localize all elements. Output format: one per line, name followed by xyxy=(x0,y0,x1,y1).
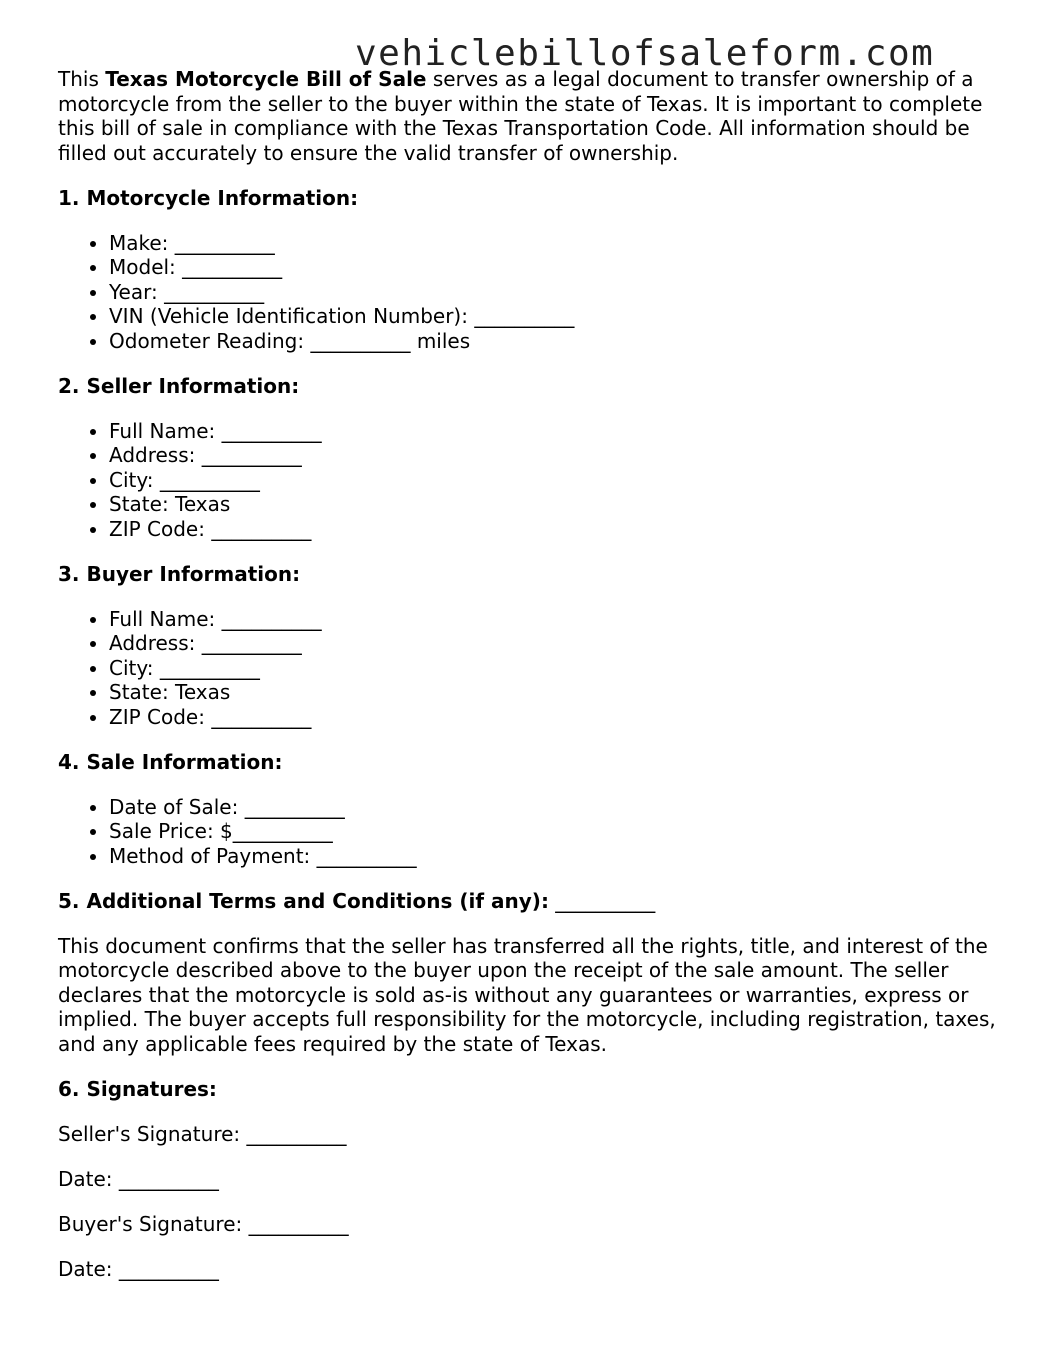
list-item-buyer-name: • Full Name: __________ xyxy=(109,607,998,632)
sale-info-heading: 4. Sale Information: xyxy=(58,749,283,774)
list-item-seller-zip: • ZIP Code: __________ xyxy=(109,517,998,542)
list-item-payment-method: • Method of Payment: __________ xyxy=(109,844,998,869)
list-item-seller-address: • Address: __________ xyxy=(109,443,998,468)
motorcycle-info-list xyxy=(58,231,998,354)
list-item-seller-name: • Full Name: __________ xyxy=(109,419,998,444)
sale-info-list xyxy=(58,795,998,869)
buyer-info-list xyxy=(58,607,998,730)
list-item-seller-city: • City: __________ xyxy=(109,468,998,493)
list-item-buyer-address: • Address: __________ xyxy=(109,631,998,656)
document-body xyxy=(58,67,998,1302)
seller-info-list xyxy=(58,419,998,542)
list-item-sale-price: • Sale Price: $__________ xyxy=(109,819,998,844)
intro-title: Texas Motorcycle Bill of Sale xyxy=(105,67,427,91)
list-item-vin: • VIN (Vehicle Identification Number): __________ xyxy=(109,304,998,329)
buyer-date-line: Date: __________ xyxy=(58,1256,219,1281)
buyer-info-heading: 3. Buyer Information: xyxy=(58,561,301,586)
motorcycle-info-heading: 1. Motorcycle Information: xyxy=(58,185,359,210)
seller-date-line: Date: __________ xyxy=(58,1166,219,1191)
seller-signature-line: Seller's Signature: __________ xyxy=(58,1121,347,1146)
terms-heading xyxy=(58,889,998,914)
list-item-date-of-sale: • Date of Sale: __________ xyxy=(109,795,998,820)
intro-paragraph xyxy=(58,67,998,165)
list-item-model: • Model: __________ xyxy=(109,255,998,280)
intro-post: serves as a legal document to transfer ownership of a motorcycle from the seller to the buyer within the state of Texas. It is important to complete this bill of sale in compliance with the Texas Transportation Code. All information should be filled out accurately to ensure the valid transfer of ownership. xyxy=(58,67,983,165)
list-item-make: • Make: __________ xyxy=(109,231,998,256)
buyer-signature-line: Buyer's Signature: __________ xyxy=(58,1211,349,1236)
list-item-year: • Year: __________ xyxy=(109,280,998,305)
confirmation-paragraph: This document confirms that the seller has transferred all the rights, title, and interest of the motorcycle described above to the buyer upon the receipt of the sale amount. The seller declares that the motorcycle is sold as-is without any guarantees or warranties, express or implied. The buyer accepts full responsibility for the motorcycle, including registration, taxes, and any applicable fees required by the state of Texas. xyxy=(58,933,996,1056)
list-item-buyer-city: • City: __________ xyxy=(109,656,998,681)
list-item-buyer-state: • State: Texas xyxy=(109,680,998,705)
seller-info-heading: 2. Seller Information: xyxy=(58,373,300,398)
terms-blank: __________ xyxy=(548,888,656,913)
list-item-seller-state: • State: Texas xyxy=(109,492,998,517)
signatures-heading: 6. Signatures: xyxy=(58,1076,217,1101)
terms-heading-label: 5. Additional Terms and Conditions (if any): xyxy=(58,888,549,913)
intro-pre: This xyxy=(58,67,106,91)
list-item-buyer-zip: • ZIP Code: __________ xyxy=(109,705,998,730)
site-watermark: vehiclebillofsaleform.com xyxy=(355,33,935,74)
list-item-odometer: • Odometer Reading: __________ miles xyxy=(109,329,998,354)
